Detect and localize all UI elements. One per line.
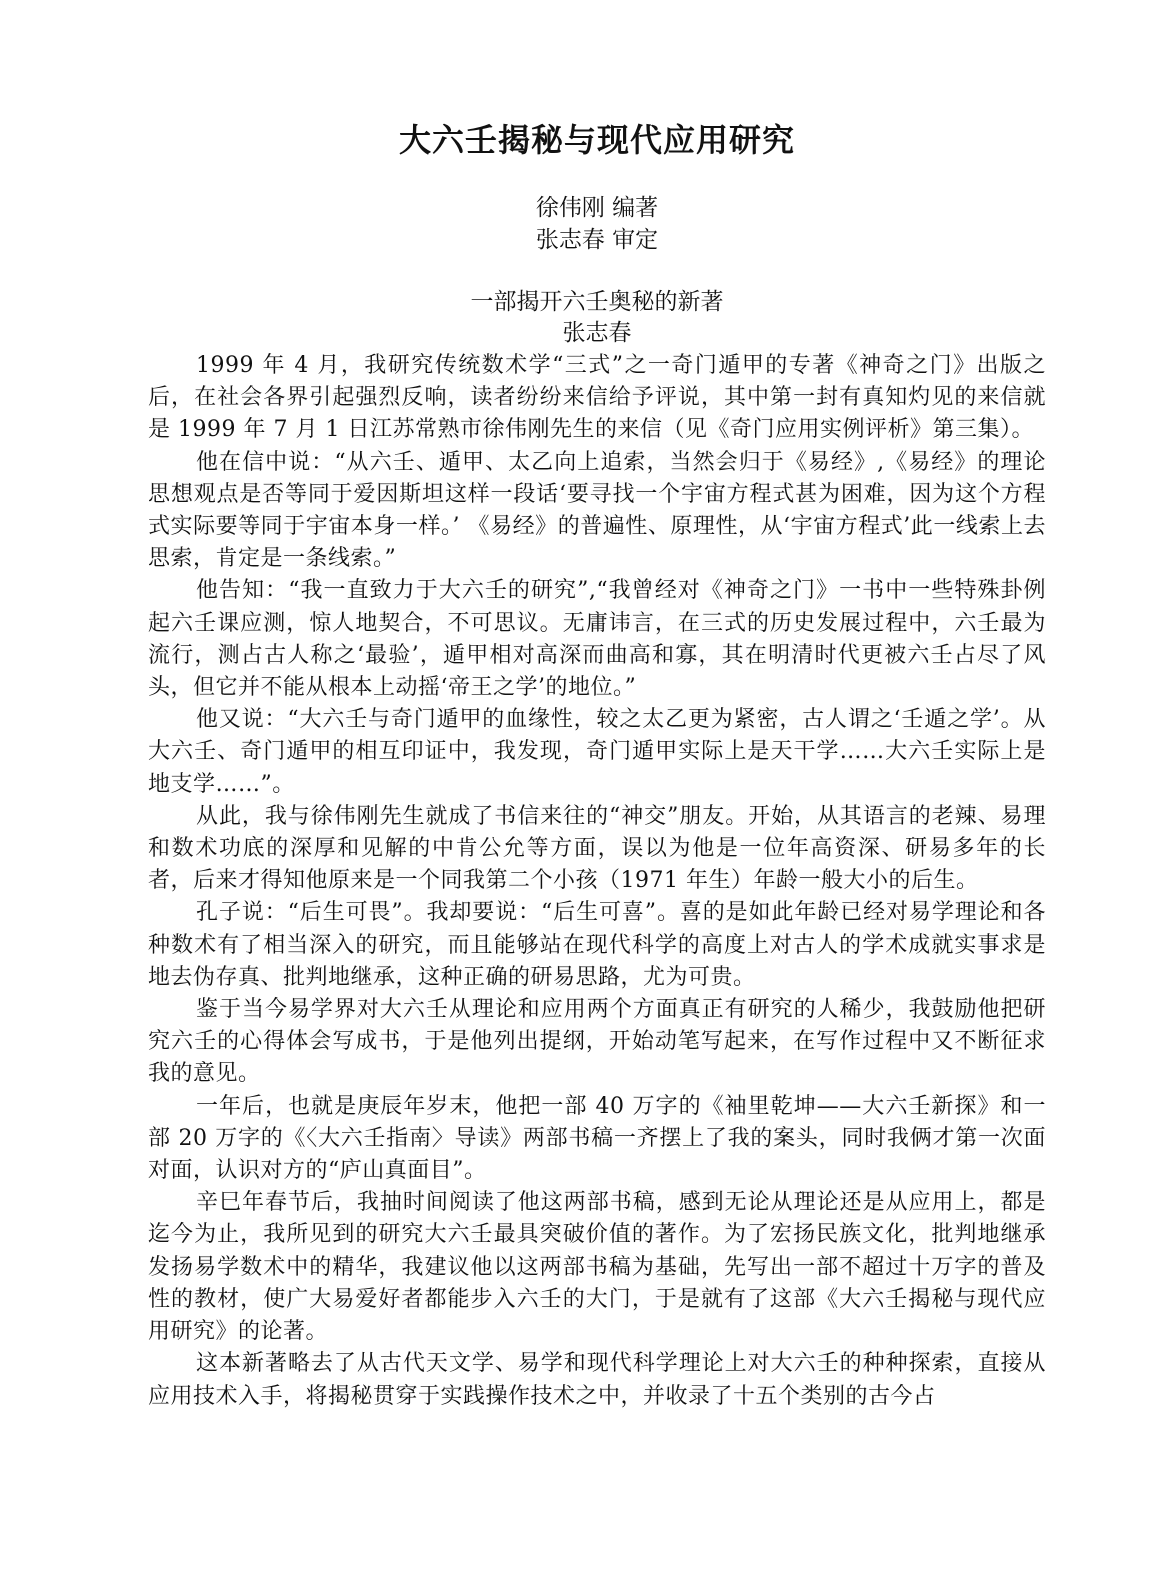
paragraph: 孔子说：“后生可畏”。我却要说：“后生可喜”。喜的是如此年龄已经对易学理论和各种数术有了相当深入的研究，而且能够站在现代科学的高度上对古人的学术成就实事求是地去伪存真、批判地继承，这种正确的研易思路，尤为可贵。 [148,900,1046,990]
paragraph: 这本新著略去了从古代天文学、易学和现代科学理论上对大六壬的种种探索，直接从应用技术入手，将揭秘贯穿于实践操作技术之中，并收录了十五个类别的古今占 [148,1351,1046,1409]
reviewer-line: 张志春 审定 [535,227,659,253]
paragraph: 从此，我与徐伟刚先生就成了书信来往的“神交”朋友。开始，从其语言的老辣、易理和数术功底的深厚和见解的中肯公允等方面，误以为他是一位年高资深、研易多年的长者，后来才得知他原来是一个同我第二个小孩（1971 年生）年龄一般大小的后生。 [148,803,1046,894]
paragraph: 一年后，也就是庚辰年岁末，他把一部 40 万字的《袖里乾坤——大六壬新探》和一部 20 万字的《〈大六壬指南〉导读》两部书稿一齐摆上了我的案头，同时我俩才第一次面对面，认识对方的“庐山真面目”。 [148,1093,1046,1184]
paragraph: 1999 年 4 月，我研究传统数术学“三式”之一奇门遁甲的专著《神奇之门》出版之后，在社会各界引起强烈反响，读者纷纷来信给予评说，其中第一封有真知灼见的来信就是 1999 年 7 月 1 日江苏常熟市徐伟刚先生的来信（见《奇门应用实例评析》第三集）。 [148,353,1046,443]
preface-body [148,350,1046,1413]
paragraph: 他告知：“我一直致力于大六壬的研究”,“我曾经对《神奇之门》一书中一些特殊卦例起六壬课应测，惊人地契合，不可思议。无庸讳言，在三式的历史发展过程中，六壬最为流行，测占古人称之‘最验’，遁甲相对高深而曲高和寡，其在明清时代更被六壬占尽了风头，但它并不能从根本上动摇‘帝王之学’的地位。” [148,578,1046,701]
paragraph: 他又说：“大六壬与奇门遁甲的血缘性，较之太乙更为紧密，古人谓之‘壬遁之学’。从大六壬、奇门遁甲的相互印证中，我发现，奇门遁甲实际上是天干学……大六壬实际上是地支学……”。 [148,707,1046,797]
paragraph: 鉴于当今易学界对大六壬从理论和应用两个方面真正有研究的人稀少，我鼓励他把研究六壬的心得体会写成书，于是他列出提纲，开始动笔写起来，在写作过程中又不断征求我的意见。 [148,997,1046,1087]
paragraph: 他在信中说：“从六壬、遁甲、太乙向上追索，当然会归于《易经》,《易经》的理论思想观点是否等同于爱因斯坦这样一段话‘要寻找一个宇宙方程式甚为困难，因为这个方程式实际要等同于宇宙本身一样。’ 《易经》的普遍性、原理性，从‘宇宙方程式’此一线索上去思索，肯定是一条线索。” [148,449,1046,572]
paragraph: 辛巳年春节后，我抽时间阅读了他这两部书稿，感到无论从理论还是从应用上，都是迄今为止，我所见到的研究大六壬最具突破价值的著作。为了宏扬民族文化，批判地继承发扬易学数术中的精华，我建议他以这两部书稿为基础，先写出一部不超过十万字的普及性的教材，使广大易爱好者都能步入六壬的大门，于是就有了这部《大六壬揭秘与现代应用研究》的论著。 [148,1190,1046,1345]
preface-author: 张志春 [562,320,632,346]
author-line: 徐伟刚 编著 [535,195,659,221]
document-title: 大六壬揭秘与现代应用研究 [398,121,795,159]
preface-title: 一部揭开六壬奥秘的新著 [470,289,724,315]
